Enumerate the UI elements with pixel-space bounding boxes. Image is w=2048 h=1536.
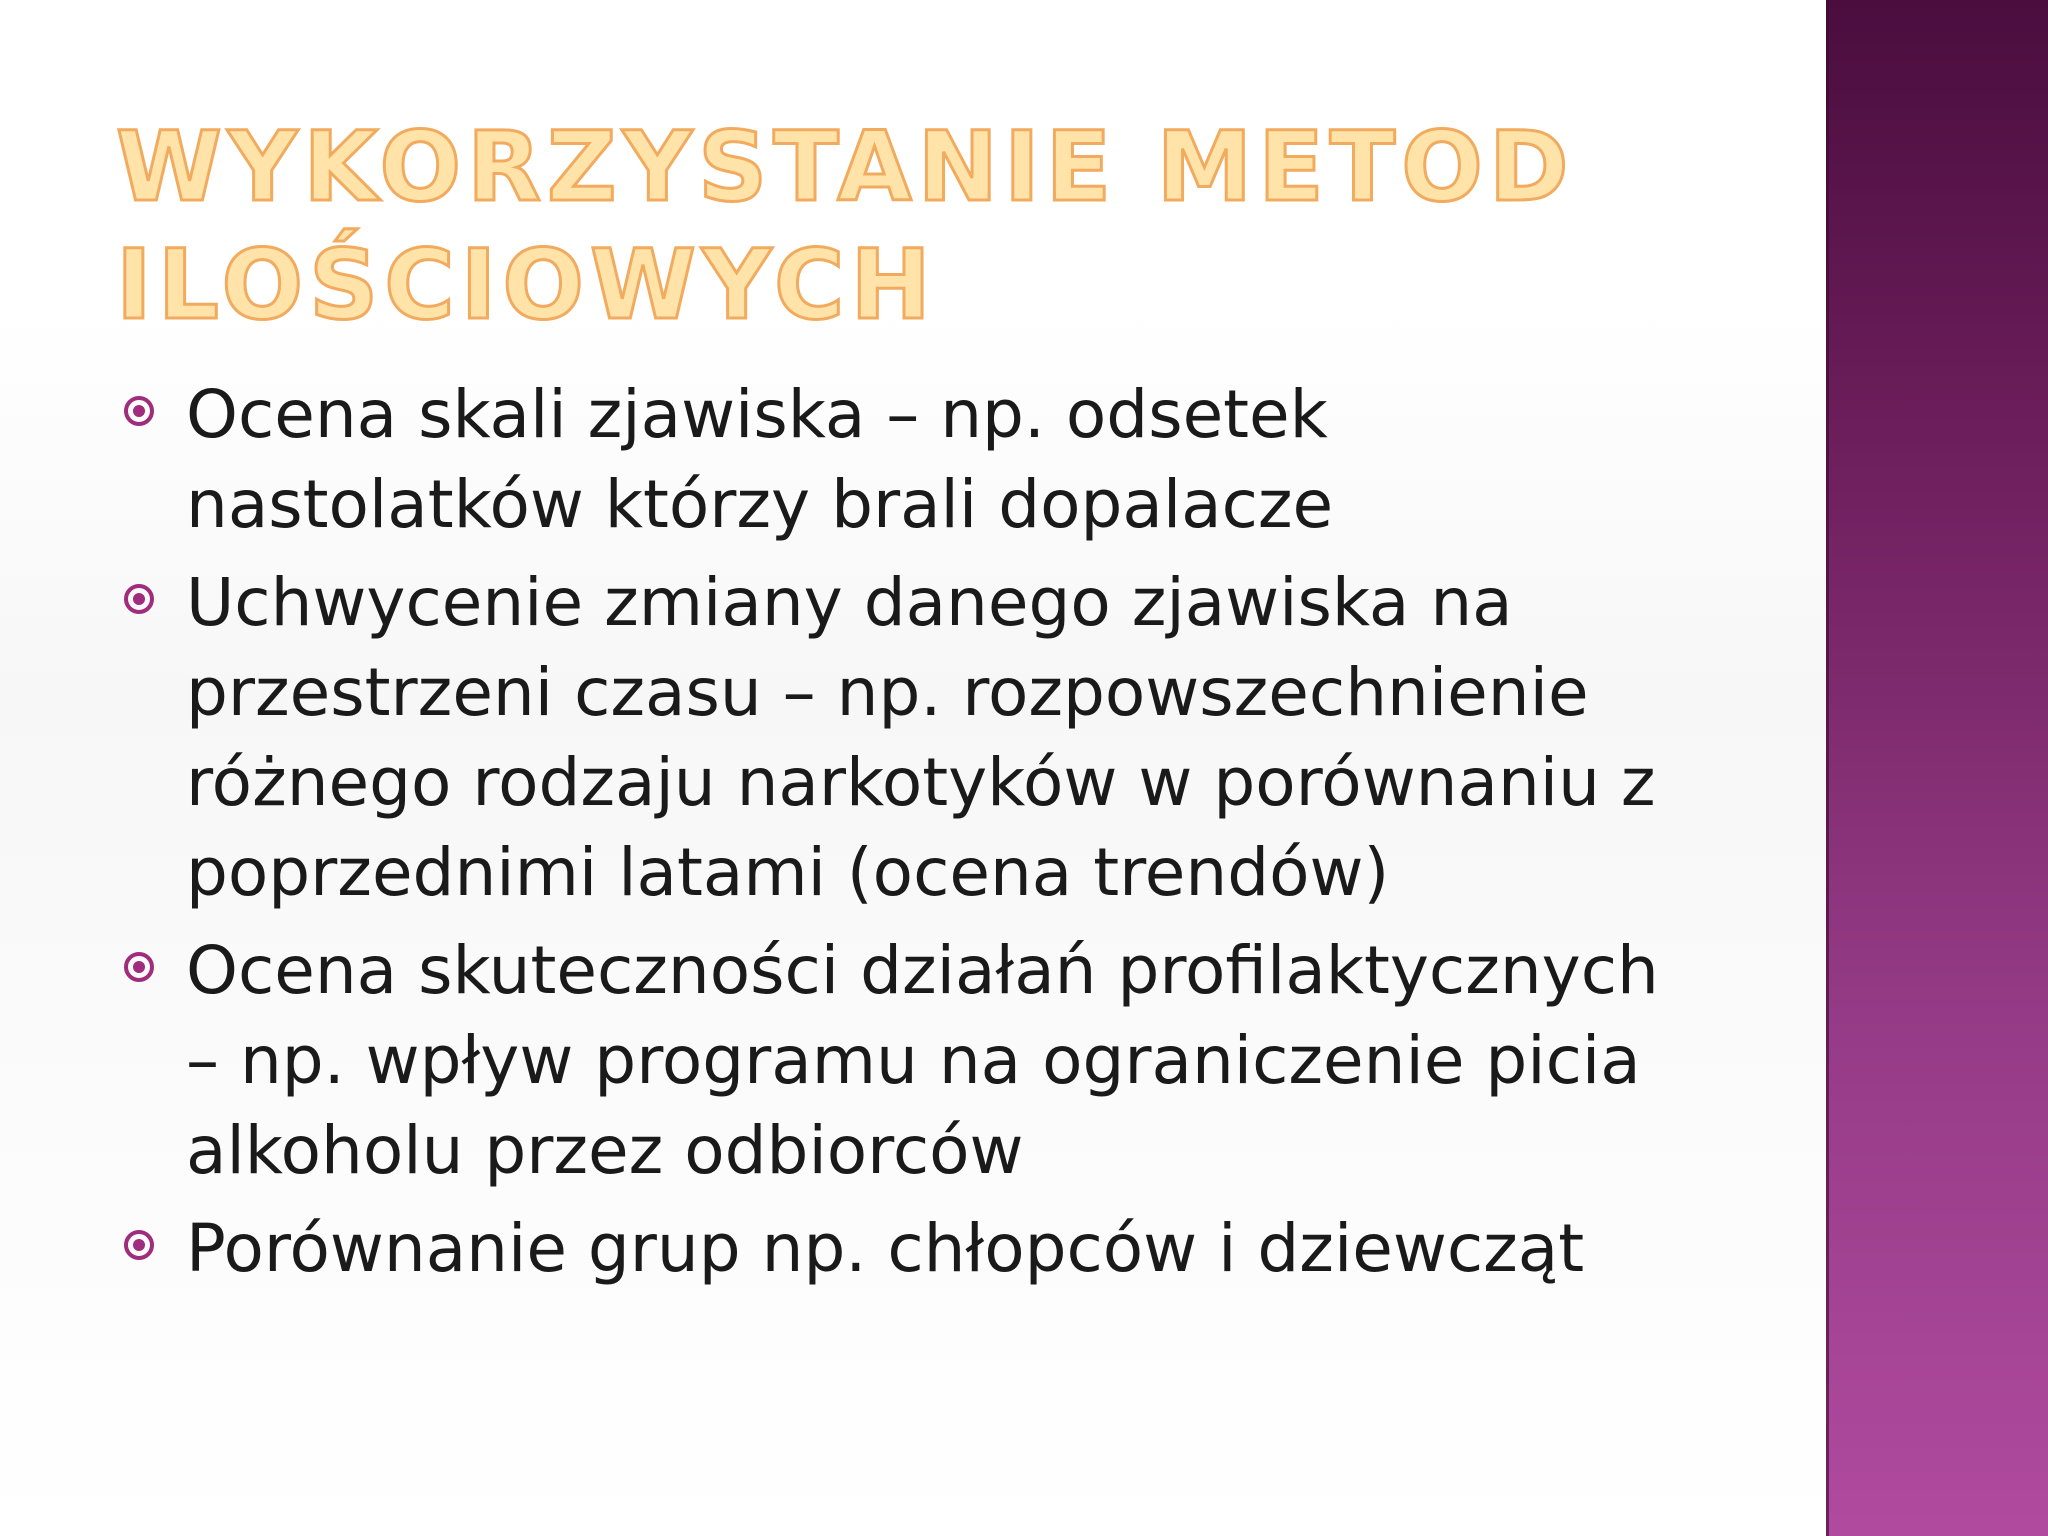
bullet-item: [124, 558, 1704, 918]
circled-dot-icon: [124, 1230, 154, 1260]
bullet-text: Porównanie grup np. chłopców i dziewcząt: [186, 1210, 1585, 1287]
bullet-text: Uchwycenie zmiany danego zjawiska na przestrzeni czasu – np. rozpowszechnienie różnego rodzaju narkotyków w porównaniu z poprzednimi latami (ocena trendów): [186, 564, 1656, 911]
bullet-item: [124, 370, 1704, 550]
bullet-item: [124, 926, 1704, 1196]
bullet-item: [124, 1204, 1704, 1294]
bullet-list: [124, 370, 1704, 1302]
circled-dot-icon: [124, 584, 154, 614]
slide-title: WYKORZYSTANIE METOD ILOŚCIOWYCH: [116, 111, 1575, 341]
bullet-text: Ocena skuteczności działań profilaktycznych – np. wpływ programu na ograniczenie picia alkoholu przez odbiorców: [186, 932, 1659, 1189]
decorative-side-band: [1826, 0, 2048, 1536]
circled-dot-icon: [124, 952, 154, 982]
bullet-text: Ocena skali zjawiska – np. odsetek nastolatków którzy brali dopalacze: [186, 376, 1334, 543]
circled-dot-icon: [124, 396, 154, 426]
